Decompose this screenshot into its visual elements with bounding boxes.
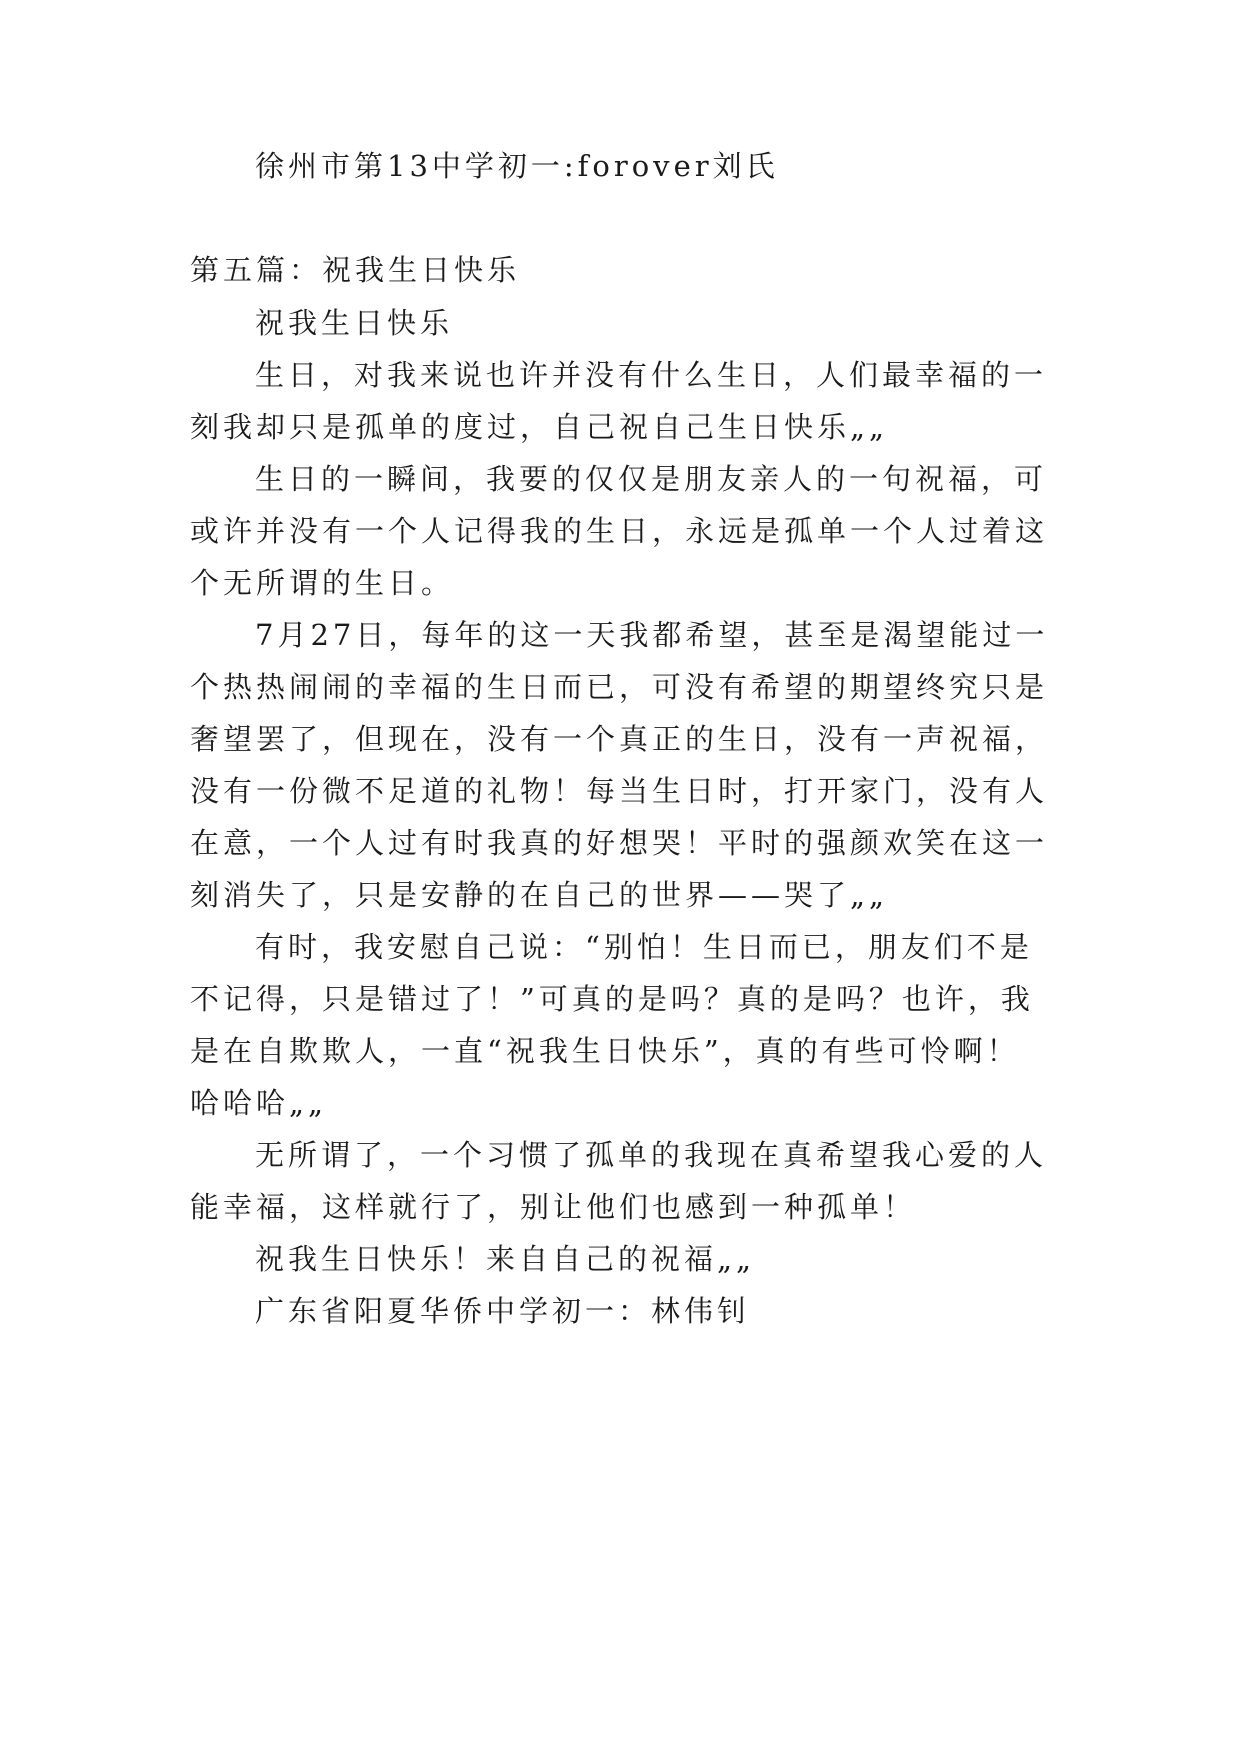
paragraph-line: 哈哈哈„„ [190, 1086, 328, 1120]
paragraph-line: 刻消失了，只是安静的在自己的世界——哭了„„ [190, 878, 889, 912]
paragraph-line: 祝我生日快乐！来自自己的祝福„„ [255, 1242, 756, 1276]
paragraph-line: 刻我却只是孤单的度过，自己祝自己生日快乐„„ [190, 410, 889, 444]
paragraph-line: 无所谓了，一个习惯了孤单的我现在真希望我心爱的人 [255, 1138, 1048, 1172]
section-heading: 第五篇：祝我生日快乐 [190, 253, 521, 287]
paragraph-line: 没有一份微不足道的礼物！每当生日时，打开家门，没有人 [190, 774, 1049, 808]
paragraph-line: 有时，我安慰自己说：“别怕！生日而已，朋友们不是 [255, 930, 1033, 964]
paragraph-line: 或许并没有一个人记得我的生日，永远是孤单一个人过着这 [190, 514, 1049, 548]
paragraph-line: 是在自欺欺人，一直“祝我生日快乐”，真的有些可怜啊！ [190, 1034, 1020, 1068]
paragraph-line: 生日，对我来说也许并没有什么生日，人们最幸福的一 [255, 358, 1048, 392]
paragraph-line: 个热热闹闹的幸福的生日而已，可没有希望的期望终究只是 [190, 670, 1049, 704]
paragraph-line: 奢望罢了，但现在，没有一个真正的生日，没有一声祝福， [190, 722, 1049, 756]
paragraph-line: 生日的一瞬间，我要的仅仅是朋友亲人的一句祝福，可 [255, 462, 1048, 496]
paragraph-line: 不记得，只是错过了！”可真的是吗？真的是吗？也许，我 [190, 982, 1034, 1016]
paragraph-line: 个无所谓的生日。 [190, 566, 455, 600]
author-signature: 广东省阳夏华侨中学初一：林伟钊 [255, 1294, 751, 1328]
paragraph-line: 在意，一个人过有时我真的好想哭！平时的强颜欢笑在这一 [190, 826, 1049, 860]
paragraph-line: 能幸福，这样就行了，别让他们也感到一种孤单！ [190, 1190, 917, 1224]
paragraph-line: 7月27日，每年的这一天我都希望，甚至是渴望能过一 [255, 618, 1049, 652]
previous-essay-signature: 徐州市第13中学初一:forover刘氏 [255, 149, 779, 183]
essay-title: 祝我生日快乐 [255, 306, 454, 340]
